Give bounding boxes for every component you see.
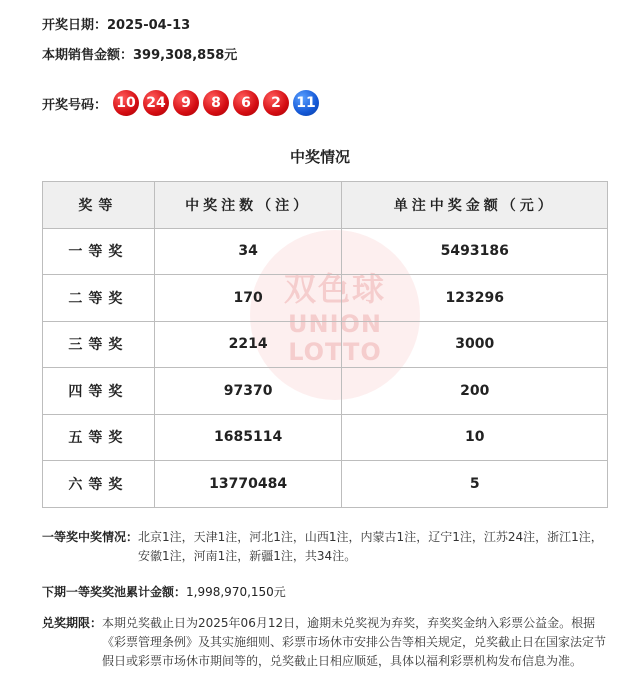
section-title: 中奖情况 xyxy=(289,148,350,166)
red-ball: 6 xyxy=(233,90,259,116)
draw-date-value: 2025-04-13 xyxy=(107,18,191,33)
table-row xyxy=(43,228,608,275)
winner-count: 34 xyxy=(154,228,342,275)
header-count: 中奖注数（注） xyxy=(154,182,342,229)
table-row xyxy=(43,275,608,322)
prize-amount: 3000 xyxy=(342,321,608,368)
sales-amount xyxy=(42,44,237,63)
table-header-row xyxy=(43,182,608,229)
table-row xyxy=(43,414,608,461)
winner-count: 13770484 xyxy=(154,461,342,508)
claim-deadline xyxy=(42,614,612,671)
prize-amount: 5493186 xyxy=(342,228,608,275)
prize-level: 五等奖 xyxy=(43,414,155,461)
prize-level: 四等奖 xyxy=(43,368,155,415)
winner-count: 2214 xyxy=(154,321,342,368)
red-ball: 8 xyxy=(203,90,229,116)
sales-value: 399,308,858元 xyxy=(133,48,238,63)
jackpot-pool-value: 1,998,970,150元 xyxy=(186,585,286,599)
winner-count: 97370 xyxy=(154,368,342,415)
table-row xyxy=(43,368,608,415)
jackpot-pool xyxy=(42,583,286,600)
red-ball: 2 xyxy=(263,90,289,116)
prize-amount: 123296 xyxy=(342,275,608,322)
red-ball: 9 xyxy=(173,90,199,116)
first-prize-winners-text: 北京1注，天津1注，河北1注，山西1注，内蒙古1注，辽宁1注，江苏24注，浙江1注，安徽1注，河南1注，新疆1注，共34注。 xyxy=(138,530,603,563)
blue-ball: 11 xyxy=(293,90,319,116)
header-amount: 单注中奖金额（元） xyxy=(342,182,608,229)
prize-amount: 200 xyxy=(342,368,608,415)
prize-level: 一等奖 xyxy=(43,228,155,275)
watermark-en1: UNION xyxy=(288,310,382,338)
winner-count: 1685114 xyxy=(154,414,342,461)
prize-amount: 10 xyxy=(342,414,608,461)
header-level: 奖等 xyxy=(43,182,155,229)
prize-level: 二等奖 xyxy=(43,275,155,322)
claim-deadline-label: 兑奖期限： xyxy=(42,616,103,630)
claim-deadline-text: 本期兑奖截止日为2025年06月12日，逾期未兑奖视为弃奖，弃奖奖金纳入彩票公益金。根据《彩票管理条例》及其实施细则、彩票市场休市安排公告等相关规定，兑奖截止日在国家法定节假日或彩票市场休市期间等的，兑奖截止日相应顺延，具体以福利彩票机构发布信息为准。 xyxy=(102,616,607,668)
prize-amount: 5 xyxy=(342,461,608,508)
first-prize-winners xyxy=(42,528,612,566)
prize-table xyxy=(42,181,608,508)
table-row xyxy=(43,461,608,508)
red-ball: 10 xyxy=(113,90,139,116)
sales-label: 本期销售金额： xyxy=(42,48,134,63)
table-row xyxy=(43,321,608,368)
draw-date-label: 开奖日期： xyxy=(42,18,108,33)
jackpot-pool-label: 下期一等奖奖池累计金额： xyxy=(42,585,187,599)
watermark-en2: LOTTO xyxy=(288,338,382,366)
winning-numbers xyxy=(42,90,323,116)
winner-count: 170 xyxy=(154,275,342,322)
first-prize-winners-label: 一等奖中奖情况： xyxy=(42,530,139,544)
watermark-cn: 双色球 xyxy=(283,270,386,308)
prize-level: 三等奖 xyxy=(43,321,155,368)
prize-level: 六等奖 xyxy=(43,461,155,508)
draw-date xyxy=(42,14,190,33)
red-ball: 24 xyxy=(143,90,169,116)
winning-numbers-label: 开奖号码： xyxy=(42,97,108,113)
